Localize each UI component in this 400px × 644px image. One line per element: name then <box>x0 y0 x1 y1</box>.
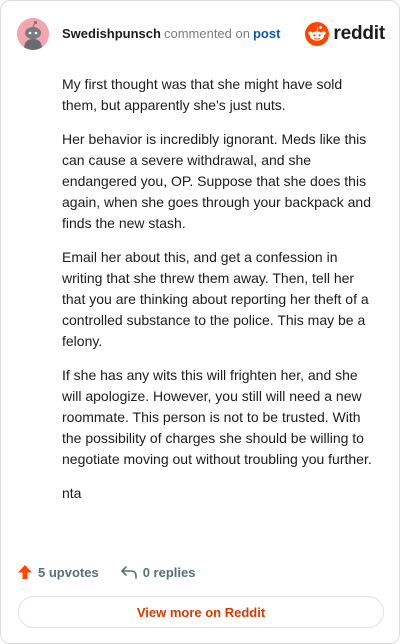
upvote-arrow-icon <box>17 564 33 580</box>
comment-paragraph: My first thought was that she might have sold them, but apparently she's just nuts. <box>62 76 343 113</box>
view-more-button[interactable] <box>18 596 384 628</box>
reddit-logo-icon <box>305 22 329 46</box>
comment-paragraph: nta <box>62 485 82 501</box>
comment-actions <box>17 562 195 582</box>
replies-button[interactable] <box>120 564 196 580</box>
comment-meta <box>62 26 305 42</box>
comment-paragraph: Email her about this, and get a confession in writing that she threw them away. Then, tell her that you are thinking about reporting her theft of a controlled substance to the police. This may be a felony. <box>62 249 369 349</box>
post-link[interactable]: post <box>252 26 281 41</box>
reddit-brand[interactable] <box>305 22 385 46</box>
reply-arrow-icon <box>120 564 138 580</box>
action-text: commented on <box>163 26 250 41</box>
comment-paragraph: Her behavior is incredibly ignorant. Meds like this can cause a severe withdrawal, and she endangered you, OP. Suppose that she does this again, when she goes through your backpack and finds the new stash. <box>62 131 371 231</box>
upvote-count: 5 upvotes <box>38 564 99 580</box>
view-more-label: View more on Reddit <box>136 604 266 620</box>
comment-header <box>17 17 385 51</box>
brand-name: reddit <box>333 23 385 44</box>
username-link[interactable]: Swedishpunsch <box>62 26 161 41</box>
upvote-button[interactable] <box>17 564 99 580</box>
comment-body <box>62 74 378 517</box>
snoo-avatar-icon[interactable] <box>17 18 49 50</box>
reply-count: 0 replies <box>142 564 196 580</box>
comment-paragraph: If she has any wits this will frighten her, and she will apologize. However, you still will need a new roommate. This person is not to be trusted. With the possibility of charges she should be willing to negotiate moving out without troubling you further. <box>62 367 372 467</box>
